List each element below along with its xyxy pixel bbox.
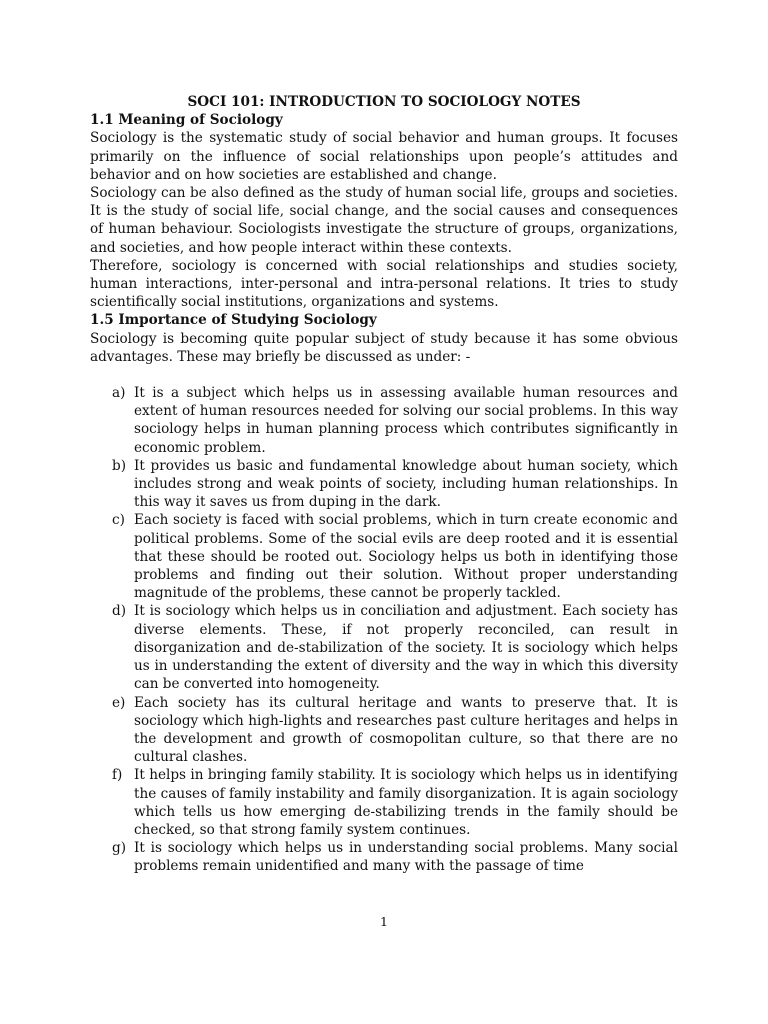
list-marker: g) [112,840,127,857]
list-item [90,384,678,457]
list-marker: a) [112,385,126,402]
list-item [90,694,678,767]
page-number: 1 [380,914,388,929]
paragraph: Sociology can be also defined as the study of human social life, groups and societies. It is the study of social life, social change, and the social causes and consequences of human behaviour. Sociologists investigate the structure of groups, organizations, and societies, and how people interact within these contexts. [90,185,678,256]
list-marker: b) [112,457,127,474]
list-item [90,766,678,839]
paragraph: Sociology is the systematic study of social behavior and human groups. It focuses primarily on the influence of social relationships upon people’s attitudes and behavior and on how societies are established and change. [90,130,678,183]
paragraph: Therefore, sociology is concerned with social relationships and studies society, human interactions, inter-personal and intra-personal relations. It tries to study scientifically social institutions, organizations and systems. [90,257,678,311]
list-item-text: Each society is faced with social problems, which in turn create economic and political problems. Some of the social evils are deep rooted and it is essential that these should be rooted out. Sociology helps us both in identifying those problems and finding out their solution. Without proper understanding magnitude of the problems, these cannot be properly tackled. [134,512,678,602]
list-item-text: It is sociology which helps us in conciliation and adjustment. Each society has diverse elements. These, if not properly reconciled, can result in disorganization and de-stabilization of the society. It is sociology which helps us in understanding the extent of diversity and the way in which this diversity can be converted into homogeneity. [134,603,678,693]
list-item-text: Each society has its cultural heritage and wants to preserve that. It is sociology which high-lights and researches past culture heritages and helps in the development and growth of cosmopolitan culture, so that there are no cultural clashes. [134,694,678,766]
list-item [90,602,678,693]
list-item-text: It is sociology which helps us in understanding social problems. Many social problems remain unidentified and many with the passage of time [134,840,678,875]
list-item-text: It helps in bringing family stability. It is sociology which helps us in identifying the causes of family instability and family disorganization. It is again sociology which tells us how emerging de-stabilizing trends in the family should be checked, so that strong family system continues. [134,767,678,838]
list-item-text: It is a subject which helps us in assessing available human resources and extent of human resources needed for solving our social problems. In this way sociology helps in human planning process which contributes significantly in economic problem. [134,385,678,456]
list-marker: d) [112,603,127,620]
list-item [90,457,678,512]
list-marker: c) [112,512,125,529]
list-item [90,511,678,602]
document-body [90,93,678,876]
section-heading-meaning: 1.1 Meaning of Sociology [90,112,283,129]
list-item-text: It provides us basic and fundamental knowledge about human society, which includes strong and weak points of society, including human relationships. In this way it saves us from duping in the dark. [134,457,678,511]
list-marker: e) [112,694,126,711]
list-marker: f) [112,767,123,784]
list-item [90,839,678,875]
document-title: SOCI 101: INTRODUCTION TO SOCIOLOGY NOTES [187,94,581,110]
paragraph-intro: Sociology is becoming quite popular subject of study because it has some obvious advantages. These may briefly be discussed as under: - [90,330,678,365]
importance-list [90,384,678,875]
section-heading-importance: 1.5 Importance of Studying Sociology [90,312,377,329]
